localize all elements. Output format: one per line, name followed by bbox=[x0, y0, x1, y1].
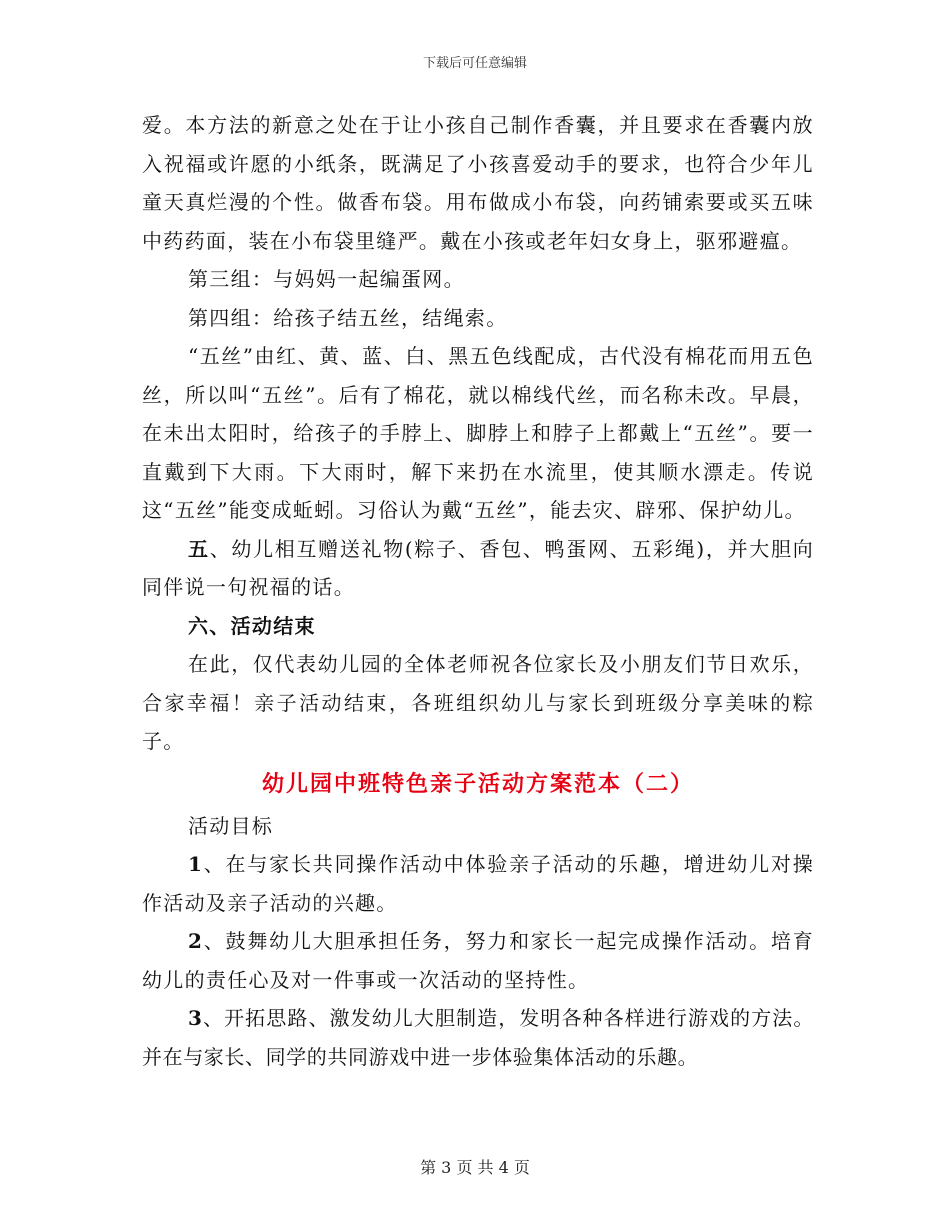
paragraph-closing-remarks: 在此，仅代表幼儿园的全体老师祝各位家长及小朋友们节日欢乐，合家幸福！亲子活动结束，各班组织幼儿与家长到班级分享美味的粽子。 bbox=[142, 652, 814, 753]
goal-item-2 bbox=[142, 922, 814, 999]
page-header: 下载后可任意编辑 bbox=[422, 56, 527, 71]
goal-3-number: 3 bbox=[188, 1006, 203, 1030]
document-body bbox=[142, 106, 814, 1076]
paragraph-five-threads: “五丝”由红、黄、蓝、白、黑五色线配成，古代没有棉花而用五色丝，所以叫“五丝”。后有了棉花，就以棉线代丝，而名称未改。早晨，在未出太阳时，给孩子的手脖上、脚脖上和脖子上都戴上“五丝”。要一直戴到下大雨。下大雨时，解下来扔在水流里，使其顺水漂走。传说这“五丝”能变成蚯蚓。习俗认为戴“五丝”，能去灾、辟邪、保护幼儿。 bbox=[142, 344, 814, 522]
paragraph-group-four: 第四组：给孩子结五丝，结绳索。 bbox=[188, 305, 508, 330]
step-five-text: 、幼儿相互赠送礼物(粽子、香包、鸭蛋网、五彩绳)，并大胆向同伴说一句祝福的话。 bbox=[142, 536, 814, 599]
goal-2-number: 2 bbox=[188, 929, 204, 953]
goal-3-text: 、开拓思路、激发幼儿大胆制造，发明各种各样进行游戏的方法。并在与家长、同学的共同游戏中进一步体验集体活动的乐趣。 bbox=[142, 1006, 814, 1069]
page-footer: 第 3 页 共 4 页 bbox=[420, 1158, 530, 1177]
goal-1-text: 、在与家长共同操作活动中体验亲子活动的乐趣，增进幼儿对操作活动及亲子活动的兴趣。 bbox=[142, 852, 814, 915]
goal-item-1 bbox=[142, 845, 814, 922]
paragraph-step-five bbox=[142, 530, 814, 607]
paragraph-sachet-method: 爱。本方法的新意之处在于让小孩自己制作香囊，并且要求在香囊内放入祝福或许愿的小纸条，既满足了小孩喜爱动手的要求，也符合少年儿童天真烂漫的个性。做香布袋。用布做成小布袋，向药铺索要或买五味中药药面，装在小布袋里缝严。戴在小孩或老年妇女身上，驱邪避瘟。 bbox=[142, 113, 814, 253]
step-five-number: 五 bbox=[188, 536, 210, 561]
goal-2-text: 、鼓舞幼儿大胆承担任务，努力和家长一起完成操作活动。培育幼儿的责任心及对一件事或一次活动的坚持性。 bbox=[142, 929, 814, 992]
goal-item-3 bbox=[142, 999, 814, 1076]
paragraph-group-three: 第三组：与妈妈一起编蛋网。 bbox=[188, 267, 465, 291]
section-heading-activity-end: 六、活动结束 bbox=[188, 613, 316, 638]
goal-1-number: 1 bbox=[188, 852, 204, 876]
activity-goals-label: 活动目标 bbox=[188, 813, 274, 838]
document-title-part-two: 幼儿园中班特色亲子活动方案范本（二） bbox=[261, 770, 694, 797]
